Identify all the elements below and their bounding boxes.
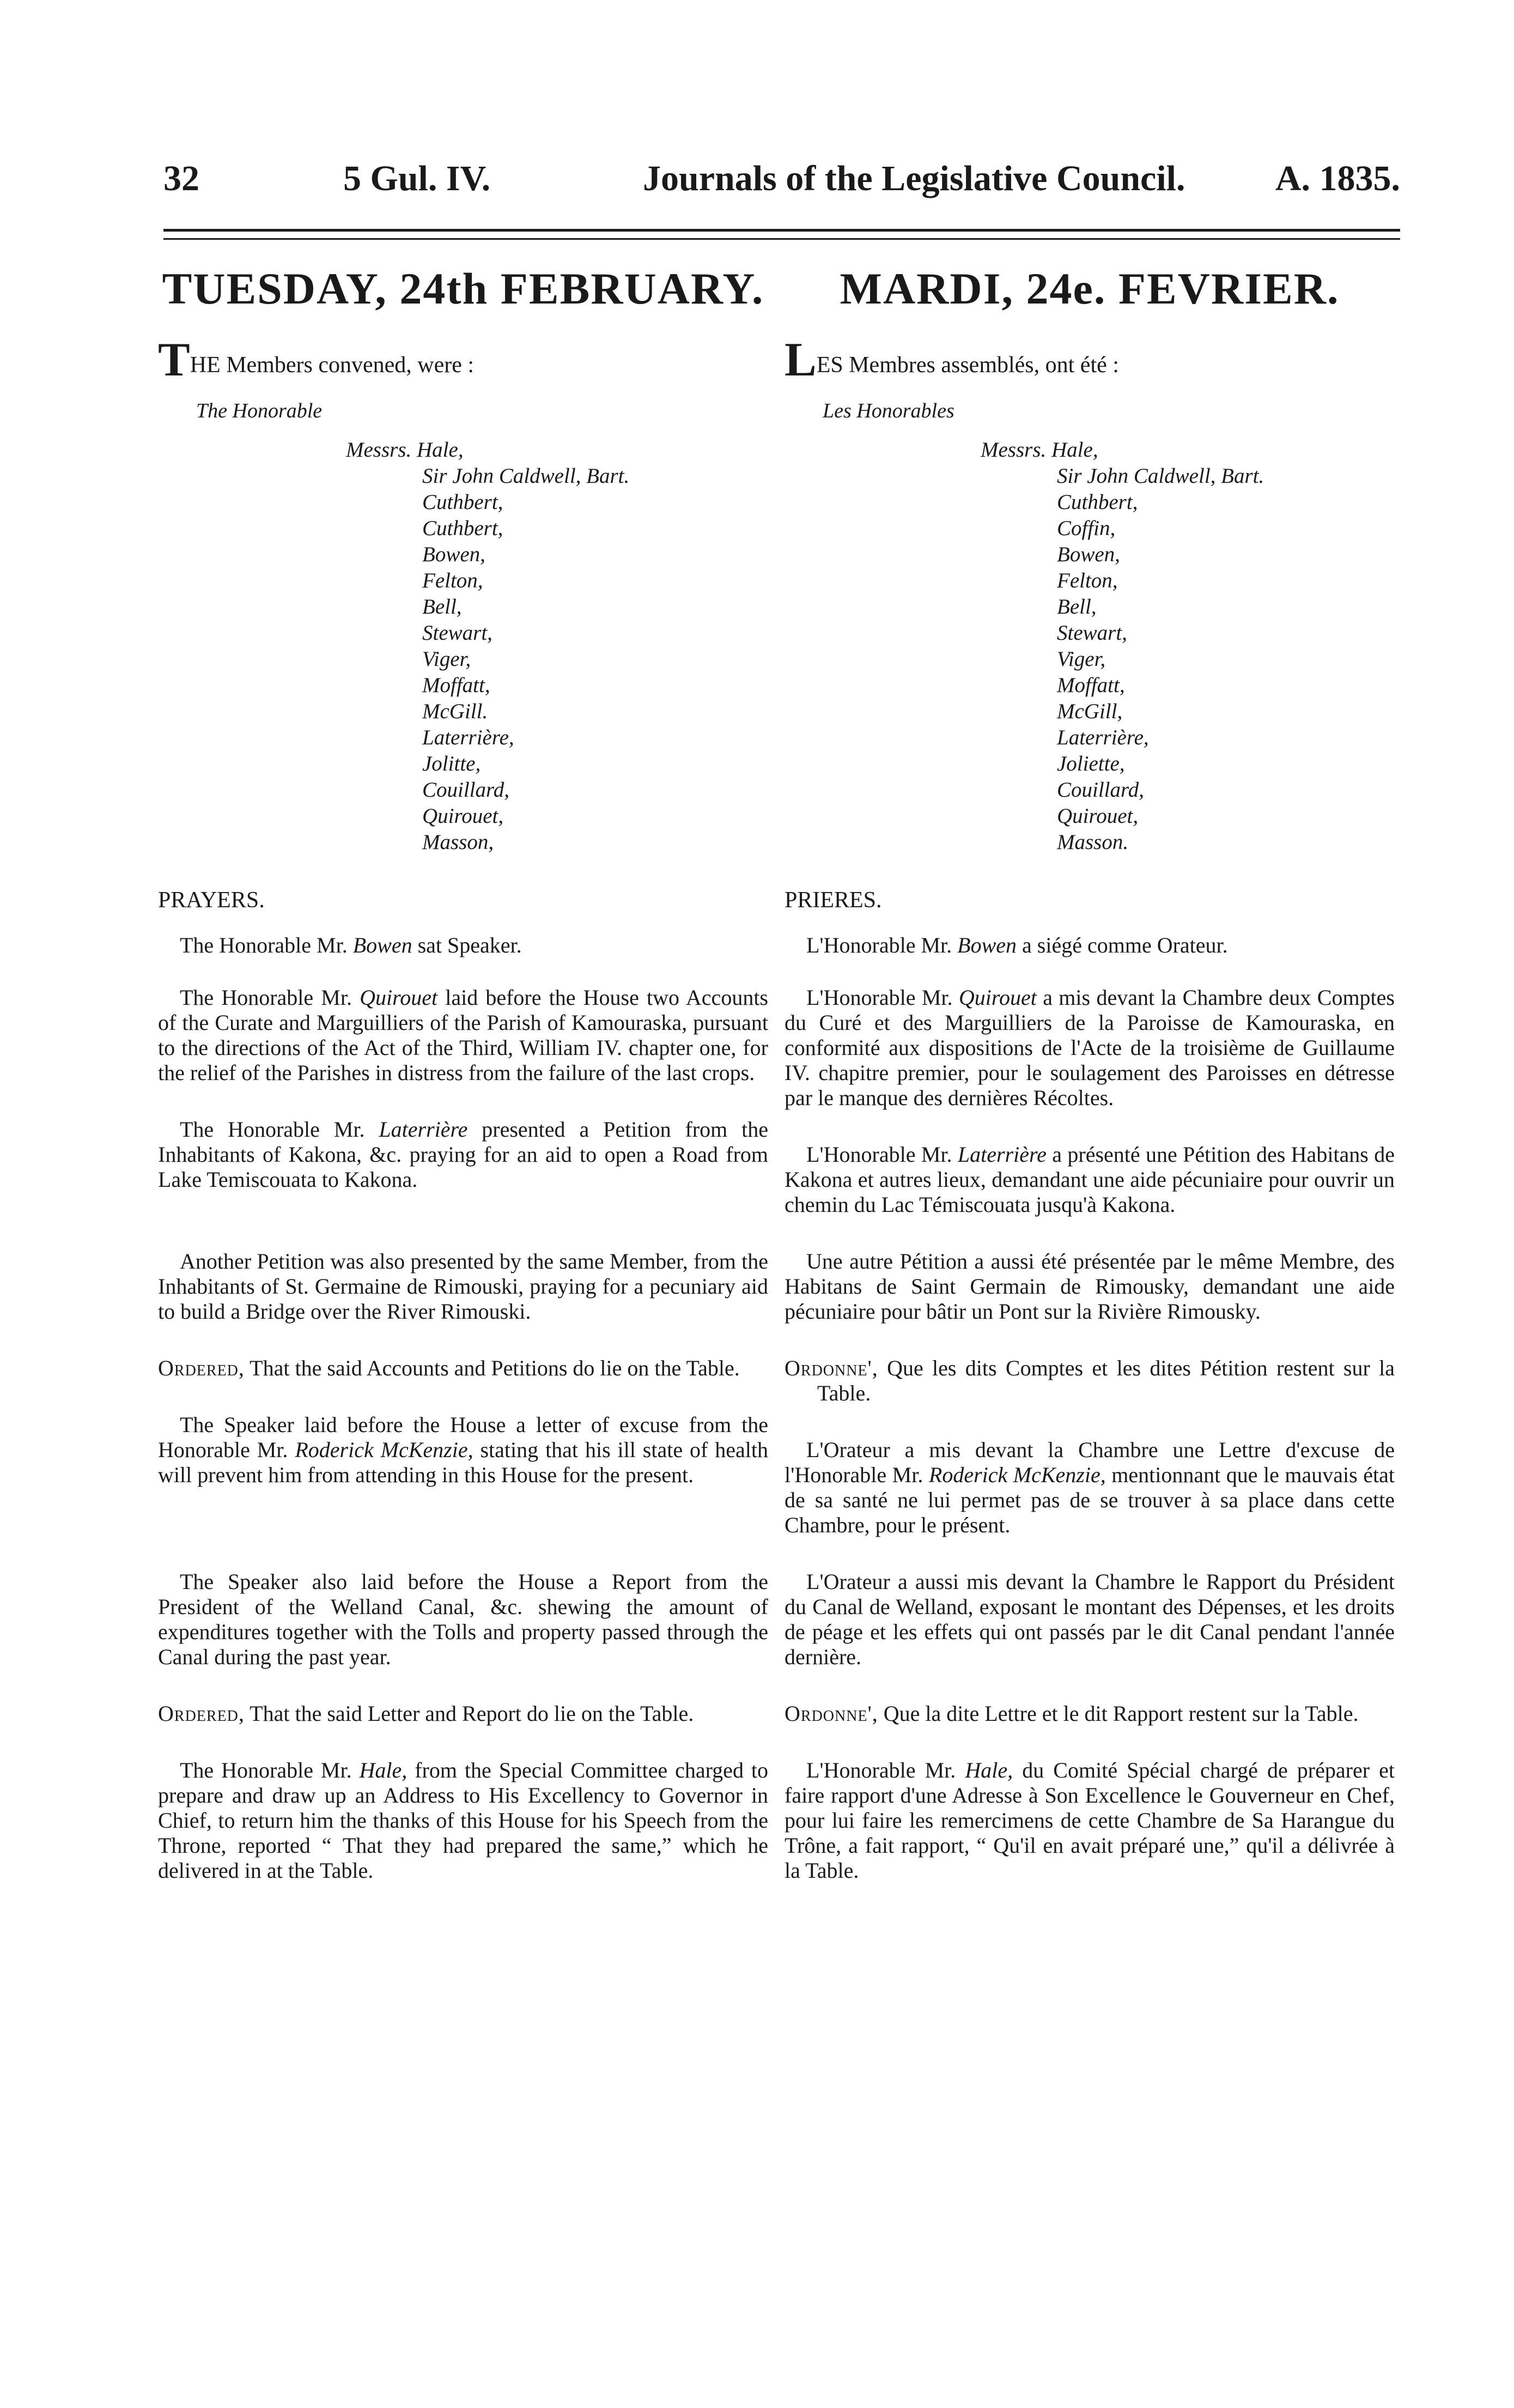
member-name-inline: Roderick McKenzie, xyxy=(295,1437,473,1462)
ordered-paragraph xyxy=(158,1701,768,1726)
member-name: McGill. xyxy=(422,700,488,723)
road-petition-paragraph xyxy=(785,1142,1395,1217)
member-name: Sir John Caldwell, Bart. xyxy=(422,464,630,488)
prayers-heading: PRIERES. xyxy=(785,888,882,913)
text-run: Que les dits Comptes et les dites Pétition restent sur la Table. xyxy=(817,1356,1395,1405)
text-run: a mis devant la Chambre deux Comptes du Curé et des Marguilliers de la Paroisse de Kamouraska, en conformité aux dispositions de l'Acte de la troisième de Guillaume IV. chapitre premier, pour le soulagement des Paroisses en détresse par le manque des dernières Récoltes. xyxy=(785,985,1395,1110)
member-name: Laterrière, xyxy=(1057,726,1149,749)
honorable-label: Les Honorables xyxy=(823,399,954,422)
ordered-paragraph xyxy=(785,1356,1395,1406)
french-column xyxy=(785,248,1395,1883)
member-name: Bowen, xyxy=(422,543,485,566)
text-run: du Comité Spécial chargé de préparer et faire rapport d'une Adresse à Son Excellence le Gouverneur en Chef, pour lui faire les remercimens de cette Chambre de Sa Harangue du Trône, a fait rapport, “ Qu'il en avait préparé une,” qu'il a délivrée à la Table. xyxy=(785,1758,1395,1883)
member-name: Joliette, xyxy=(1057,752,1125,775)
regnal-year: 5 Gul. IV. xyxy=(343,159,491,198)
convened-text: HE Members convened, were : xyxy=(190,353,475,378)
member-name: Felton, xyxy=(1057,569,1118,592)
date-heading: MARDI, 24e. FEVRIER. xyxy=(840,264,1340,313)
member-name: Masson, xyxy=(422,830,494,854)
english-column xyxy=(158,248,768,1883)
convened-line xyxy=(158,335,768,385)
member-name: Cuthbert, xyxy=(422,490,503,514)
text-run: That the said Accounts and Petitions do lie on the Table. xyxy=(244,1356,740,1380)
members-list xyxy=(785,437,1395,856)
convened-line xyxy=(785,335,1395,385)
text-run: The Speaker laid before the House a letter of excuse from the Honorable Mr. xyxy=(158,1412,768,1462)
member-name-inline: Bowen xyxy=(957,933,1017,957)
member-name-inline: Laterrière xyxy=(379,1117,468,1142)
text-run: from the Special Committee charged to prepare and draw up an Address to His Excellency to Governor in Chief, to return him the thanks of this House for his Speech from the Throne, reported “ That they had prepared the same,” which he delivered in at the Table. xyxy=(158,1758,768,1883)
member-name: Couillard, xyxy=(422,778,509,802)
ordered-paragraph xyxy=(158,1356,768,1381)
text-run: L'Honorable Mr. xyxy=(806,1142,958,1167)
member-name-inline: Quirouet xyxy=(360,985,438,1010)
member-name: Moffatt, xyxy=(422,674,490,697)
convened-text: ES Membres assemblés, ont été : xyxy=(816,353,1119,378)
bridge-petition-paragraph: Une autre Pétition a aussi été présentée par le même Membre, des Habitans de Saint Germain de Rimousky, demandant une aide pécuniaire pour bâtir un Pont sur la Rivière Rimousky. xyxy=(785,1249,1395,1324)
road-petition-paragraph xyxy=(158,1117,768,1192)
ordered-paragraph xyxy=(785,1701,1395,1726)
text-run: The Honorable Mr. xyxy=(180,985,360,1010)
canal-report-paragraph: L'Orateur a aussi mis devant la Chambre le Rapport du Président du Canal de Welland, exposant le montant des Dépenses, et les droits de péage et les effets qui ont passés par le dit Canal pendant l'année dernière. xyxy=(785,1569,1395,1669)
text-run: a siégé comme Orateur. xyxy=(1017,933,1228,957)
member-name: Jolitte, xyxy=(422,752,481,775)
member-name: Viger, xyxy=(422,647,471,671)
member-name: Bell, xyxy=(422,595,462,618)
text-run: L'Orateur a mis devant la Chambre une Lettre d'excuse de l'Honorable Mr. xyxy=(785,1437,1395,1487)
bridge-petition-paragraph: Another Petition was also presented by the same Member, from the Inhabitants of St. Germaine de Rimouski, praying for a pecuniary aid to build a Bridge over the River Rimouski. xyxy=(158,1249,768,1324)
member-name: Bell, xyxy=(1057,595,1097,618)
prayers-heading: PRAYERS. xyxy=(158,888,265,913)
member-name: Viger, xyxy=(1057,647,1106,671)
ordered-label: Ordonne', xyxy=(785,1701,878,1726)
text-run: Que la dite Lettre et le dit Rapport restent sur la Table. xyxy=(878,1701,1359,1726)
accounts-paragraph xyxy=(785,985,1395,1111)
member-name-inline: Quirouet xyxy=(958,985,1037,1010)
member-name-inline: Roderick McKenzie, xyxy=(928,1463,1106,1487)
member-name: Coffin, xyxy=(1057,517,1116,540)
member-name: Cuthbert, xyxy=(1057,490,1138,514)
member-name: Cuthbert, xyxy=(422,517,503,540)
header-rule-thick xyxy=(163,229,1400,232)
text-run: L'Honorable Mr. xyxy=(806,985,959,1010)
running-head xyxy=(163,158,1400,218)
ordered-label: Ordonne', xyxy=(785,1356,878,1380)
member-name: Sir John Caldwell, Bart. xyxy=(1057,464,1264,488)
accounts-paragraph xyxy=(158,985,768,1085)
text-run: L'Honorable Mr. xyxy=(806,1758,965,1782)
member-name: Couillard, xyxy=(1057,778,1144,802)
text-run: mentionnant que le mauvais état de sa santé ne lui permet pas de se trouver à sa place dans cette Chambre, pour le présent. xyxy=(785,1463,1395,1537)
address-committee-paragraph xyxy=(158,1758,768,1883)
text-run: The Honorable Mr. xyxy=(180,933,353,957)
member-name: Messrs. Hale, xyxy=(981,438,1098,462)
excuse-letter-paragraph xyxy=(785,1437,1395,1538)
text-run: laid before the House two Accounts of the Curate and Marguilliers of the Parish of Kamouraska, pursuant to the directions of the Act of the Third, William IV. chapter one, for the relief of the Parishes in distress from the failure of the last crops. xyxy=(158,985,768,1085)
text-run: a présenté une Pétition des Habitans de Kakona et autres lieux, demandant une aide pécuniaire pour ouvrir un chemin du Lac Témiscouata jusqu'à Kakona. xyxy=(785,1142,1395,1217)
speaker-paragraph xyxy=(785,933,1395,958)
member-name: Felton, xyxy=(422,569,483,592)
text-run: stating that his ill state of health will prevent him from attending in this House for the present. xyxy=(158,1437,768,1487)
journal-title: Journals of the Legislative Council. xyxy=(643,159,1185,198)
honorable-label: The Honorable xyxy=(196,399,323,422)
canal-report-paragraph: The Speaker also laid before the House a Report from the President of the Welland Canal, &c. shewing the amount of expenditures together with the Tolls and property passed through the Canal during the past year. xyxy=(158,1569,768,1669)
address-committee-paragraph xyxy=(785,1758,1395,1883)
member-name: McGill, xyxy=(1057,700,1123,723)
text-run: The Honorable Mr. xyxy=(180,1758,360,1782)
text-run: The Honorable Mr. xyxy=(180,1117,379,1142)
ordered-label: Ordered, xyxy=(158,1356,245,1380)
text-run: That the said Letter and Report do lie on the Table. xyxy=(244,1701,694,1726)
text-run: L'Honorable Mr. xyxy=(806,933,958,957)
members-list xyxy=(158,437,768,856)
text-run: presented a Petition from the Inhabitants of Kakona, &c. praying for an aid to open a Road from Lake Temiscouata to Kakona. xyxy=(158,1117,768,1192)
member-name-inline: Laterrière xyxy=(957,1142,1047,1167)
member-name: Bowen, xyxy=(1057,543,1120,566)
member-name: Messrs. Hale, xyxy=(346,438,464,462)
member-name: Stewart, xyxy=(422,621,492,645)
page-number: 32 xyxy=(163,159,199,198)
member-name: Laterrière, xyxy=(422,726,514,749)
member-name: Stewart, xyxy=(1057,621,1127,645)
drop-cap: T xyxy=(158,333,190,386)
drop-cap: L xyxy=(785,333,817,386)
member-name: Quirouet, xyxy=(1057,804,1139,828)
text-run: sat Speaker. xyxy=(412,933,522,957)
excuse-letter-paragraph xyxy=(158,1412,768,1488)
member-name-inline: Hale, xyxy=(965,1758,1013,1782)
calendar-year: A. 1835. xyxy=(1275,159,1400,198)
date-heading: TUESDAY, 24th FEBRUARY. xyxy=(162,264,764,313)
speaker-paragraph xyxy=(158,933,768,958)
member-name-inline: Bowen xyxy=(352,933,412,957)
member-name: Quirouet, xyxy=(422,804,504,828)
member-name-inline: Hale, xyxy=(359,1758,408,1782)
member-name: Moffatt, xyxy=(1057,674,1125,697)
ordered-label: Ordered, xyxy=(158,1701,245,1726)
member-name: Masson. xyxy=(1057,830,1129,854)
header-rule-thin xyxy=(163,238,1400,240)
